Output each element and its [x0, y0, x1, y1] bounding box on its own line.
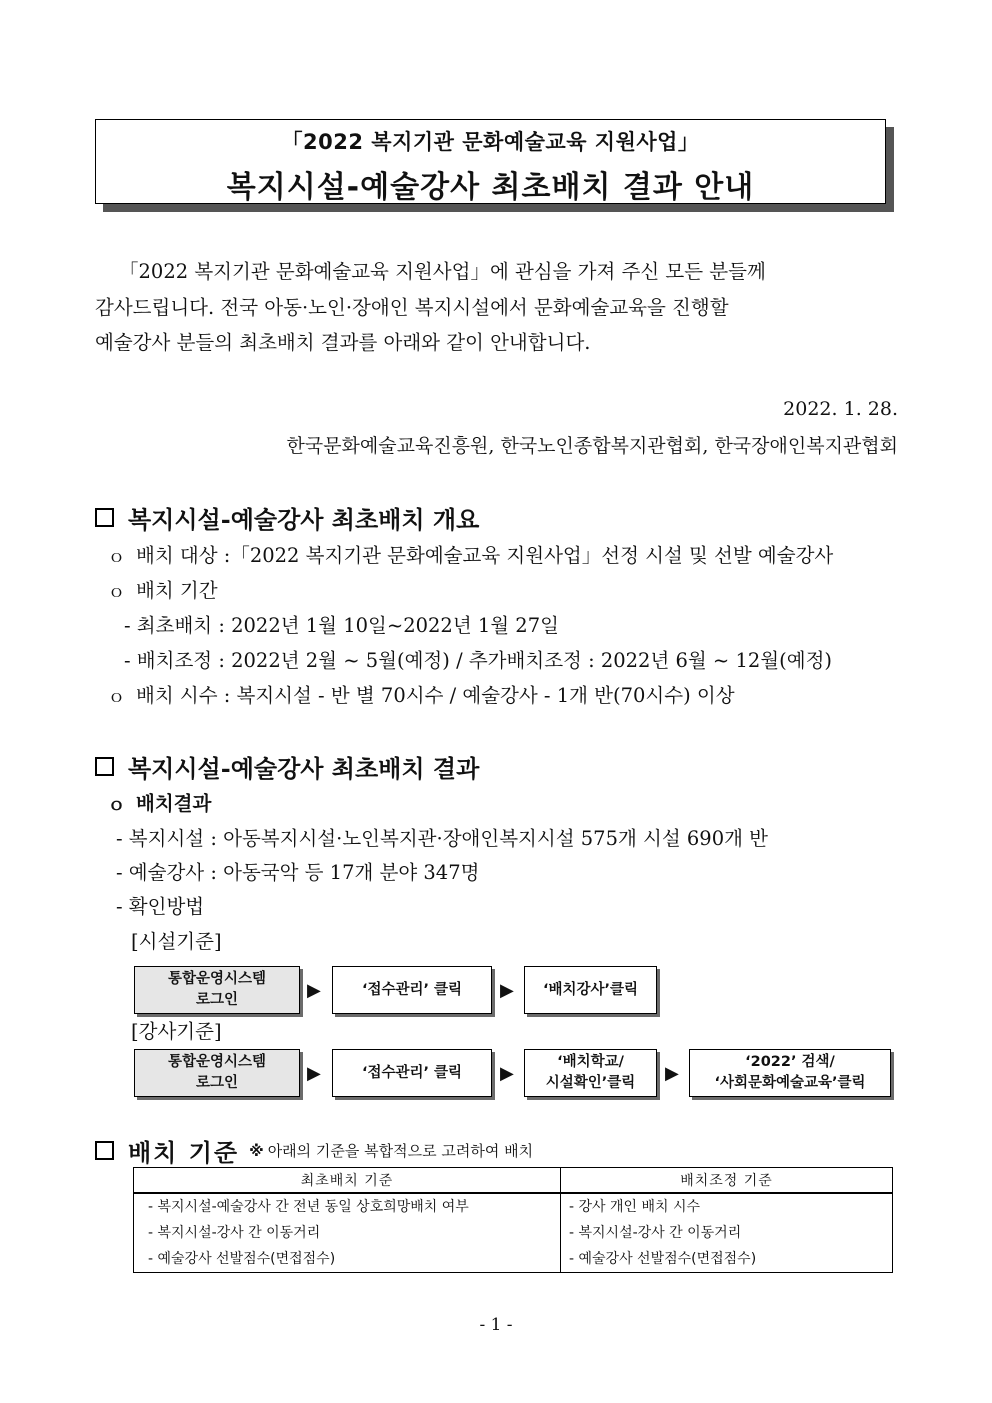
criteria-header-initial: 최초배치 기준: [134, 1168, 561, 1194]
section-overview-heading: 복지시설-예술강사 최초배치 개요: [95, 500, 479, 535]
section-result-heading: 복지시설-예술강사 최초배치 결과: [95, 749, 479, 784]
result-teacher: - 예술강사 : 아동국악 등 17개 분야 347명: [116, 861, 480, 884]
overview-item-period: ｏ 배치 기간: [108, 579, 218, 602]
criteria-table: [133, 1167, 893, 1273]
arrow-right-icon: ▶: [500, 980, 514, 1001]
issue-date: 2022. 1. 28.: [783, 398, 898, 420]
intro-paragraph: [95, 254, 898, 361]
flow-school-check-box: ‘배치학교/ 시설확인’클릭: [524, 1049, 657, 1097]
arrow-right-icon: ▶: [307, 980, 321, 1001]
arrow-right-icon: ▶: [307, 1063, 321, 1084]
page-title: 복지시설-예술강사 최초배치 결과 안내: [226, 170, 755, 205]
checkbox-square-icon: [95, 1141, 114, 1160]
list-item: - 복지시설-강사 간 이동거리: [569, 1225, 742, 1241]
flow-search-box: ‘2022’ 검색/ ‘사회문화예술교육’클릭: [689, 1049, 891, 1097]
overview-item-target: ｏ 배치 대상 :「2022 복지기관 문화예술교육 지원사업」선정 시설 및 선발 예술강사: [108, 544, 834, 567]
criteria-initial-list: [134, 1193, 561, 1273]
intro-line-3: 예술강사 분들의 최초배치 결과를 아래와 같이 안내합니다.: [95, 331, 591, 354]
criteria-note: ※ 아래의 기준을 복합적으로 고려하여 배치: [249, 1142, 534, 1160]
criteria-header-adjust: 배치조정 기준: [561, 1168, 893, 1194]
title-box: [95, 119, 886, 204]
checkbox-square-icon: [95, 508, 114, 527]
result-facility: - 복지시설 : 아동복지시설·노인복지관·장애인복지시설 575개 시설 690개 반: [116, 827, 768, 850]
page-number: - 1 -: [479, 1315, 513, 1335]
list-item: - 복지시설-예술강사 간 전년 동일 상호희망배치 여부: [148, 1199, 469, 1215]
flow-reception-box: ‘접수관리’ 클릭: [332, 1049, 492, 1097]
facility-basis-label: [시설기준]: [131, 930, 222, 953]
result-check-method: - 확인방법: [116, 895, 205, 918]
checkbox-square-icon: [95, 757, 114, 776]
result-subheading: ｏ 배치결과: [108, 792, 212, 815]
overview-item-adjust: - 배치조정 : 2022년 2월 ~ 5월(예정) / 추가배치조정 : 2022년 6월 ~ 12월(예정): [124, 649, 833, 672]
flow-login-box: 통합운영시스템 로그인: [134, 966, 300, 1014]
arrow-right-icon: ▶: [665, 1063, 679, 1084]
organizations: 한국문화예술교육진흥원, 한국노인종합복지관협회, 한국장애인복지관협회: [286, 435, 898, 457]
list-item: - 예술강사 선발점수(면접점수): [148, 1251, 336, 1267]
overview-item-hours: ｏ 배치 시수 : 복지시설 - 반 별 70시수 / 예술강사 - 1개 반(70시수) 이상: [108, 684, 735, 707]
flow-login-box: 통합운영시스템 로그인: [134, 1049, 300, 1097]
teacher-basis-label: [강사기준]: [131, 1020, 222, 1043]
overview-item-initial: - 최초배치 : 2022년 1월 10일~2022년 1월 27일: [124, 614, 559, 637]
criteria-adjust-list: [561, 1193, 893, 1273]
intro-line-2: 감사드립니다. 전국 아동·노인·장애인 복지시설에서 문화예술교육을 진행할: [95, 295, 729, 319]
section-criteria-heading: 배치 기준 ※ 아래의 기준을 복합적으로 고려하여 배치: [95, 1133, 533, 1168]
list-item: - 예술강사 선발점수(면접점수): [569, 1251, 757, 1267]
title-program: 「2022 복지기관 문화예술교육 지원사업」: [281, 130, 700, 154]
flow-reception-box: ‘접수관리’ 클릭: [332, 966, 492, 1014]
list-item: - 강사 개인 배치 시수: [569, 1199, 701, 1215]
arrow-right-icon: ▶: [500, 1063, 514, 1084]
flow-assigned-teacher-box: ‘배치강사’클릭: [524, 966, 657, 1014]
intro-line-1: 「2022 복지기관 문화예술교육 지원사업」에 관심을 가져 주신 모든 분들께: [119, 260, 766, 283]
list-item: - 복지시설-강사 간 이동거리: [148, 1225, 321, 1241]
